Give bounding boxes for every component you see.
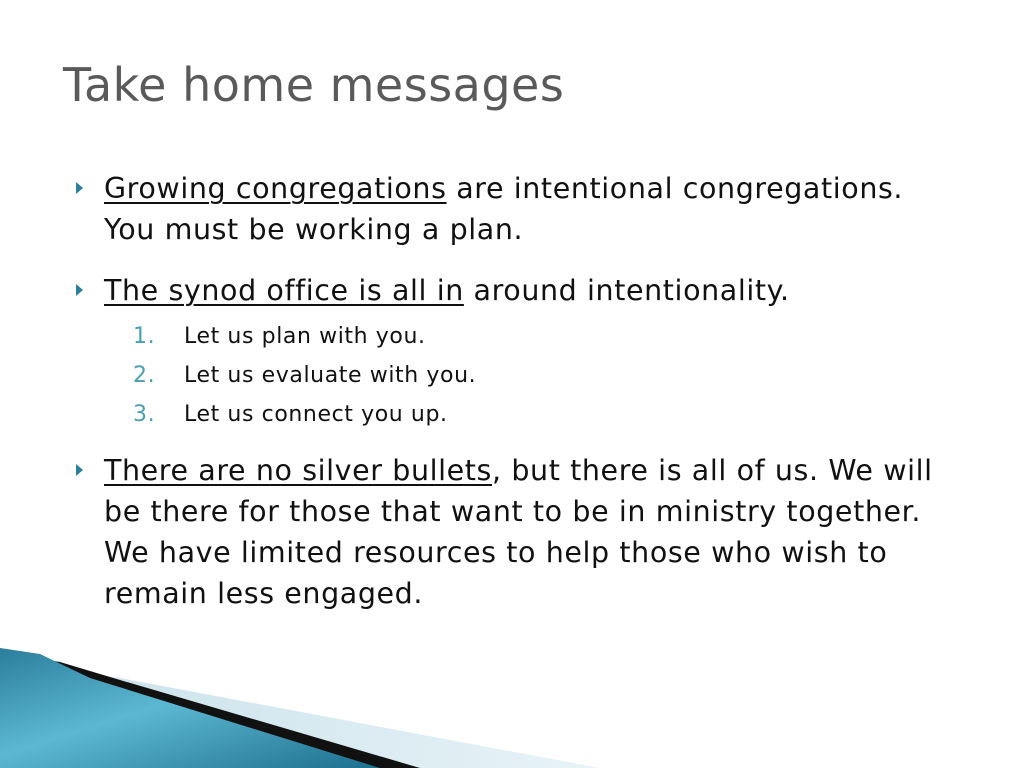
item-text: Let us connect you up. <box>184 402 448 427</box>
bullet-emphasis: Growing congregations <box>104 172 447 205</box>
bullet-arrow-icon <box>76 464 83 476</box>
bullet-item <box>74 270 954 434</box>
bullet-list <box>74 168 954 614</box>
numbered-sublist <box>104 317 954 434</box>
item-number: 2. <box>133 363 156 388</box>
item-number: 3. <box>133 402 156 427</box>
bullet-emphasis: The synod office is all in <box>104 274 464 307</box>
bullet-arrow-icon <box>76 182 83 194</box>
numbered-item <box>104 317 954 356</box>
bullet-text: around intentionality. <box>463 274 790 307</box>
numbered-item <box>104 395 954 434</box>
item-text: Let us plan with you. <box>184 324 426 349</box>
bullet-emphasis: There are no silver bullets <box>104 454 493 487</box>
bullet-arrow-icon <box>76 284 83 296</box>
item-text: Let us evaluate with you. <box>184 363 477 388</box>
bullet-item <box>74 450 954 614</box>
bullet-text: are intentional congregations. You must be working a plan. <box>104 172 904 246</box>
numbered-item <box>104 356 954 395</box>
item-number: 1. <box>133 324 156 349</box>
bullet-text: , but there is all of us. We will be there for those that want to be in ministry together. We have limited resources to help those who wish to remain less engaged. <box>104 454 933 610</box>
bullet-item <box>74 168 954 250</box>
slide-title: Take home messages <box>63 58 565 112</box>
